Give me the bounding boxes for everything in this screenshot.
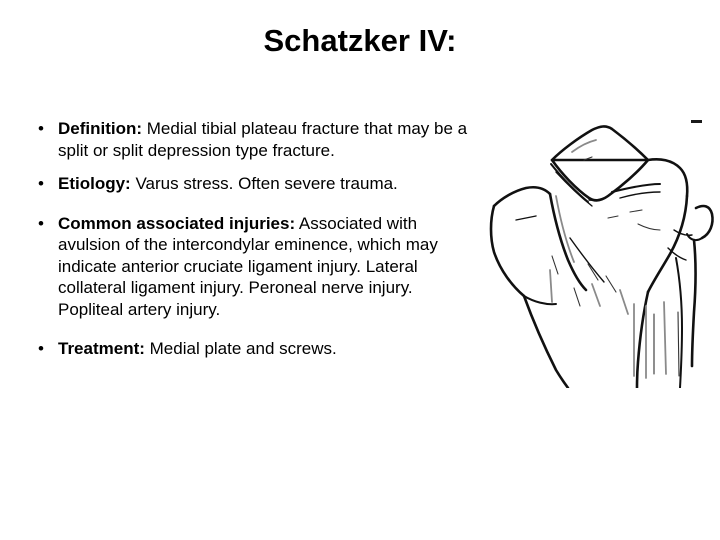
bullet-label: Etiology: [58, 174, 131, 193]
bullet-point-icon: • [38, 213, 44, 233]
bullet-list [28, 118, 470, 360]
dash-mark-icon [691, 120, 702, 123]
bullet-label: Treatment: [58, 339, 145, 358]
bullet-label: Common associated injuries: [58, 213, 296, 233]
bullet-text: Associated with avulsion of the intercondylar eminence, which may indicate anterior cruciate ligament injury. Lateral collateral ligament injury. Peroneal nerve injury. Popliteal artery injury. [58, 213, 438, 319]
bullet-point-icon: • [38, 119, 44, 138]
page-title: Schatzker IV: [263, 23, 457, 58]
bullet-text: Medial plate and screws. [144, 339, 337, 358]
list-item [28, 213, 470, 321]
list-item [28, 118, 470, 161]
bullet-point-icon: • [38, 174, 44, 193]
bullet-text: Varus stress. Often severe trauma. [130, 174, 398, 193]
list-item [28, 173, 470, 195]
bullet-text: Medial tibial plateau fracture that may be a split or split depression type fracture. [58, 119, 468, 160]
tibial-plateau-fracture-drawing [488, 88, 720, 388]
bullet-label: Definition: [58, 119, 143, 138]
bullet-point-icon: • [38, 339, 44, 358]
list-item [28, 338, 470, 360]
